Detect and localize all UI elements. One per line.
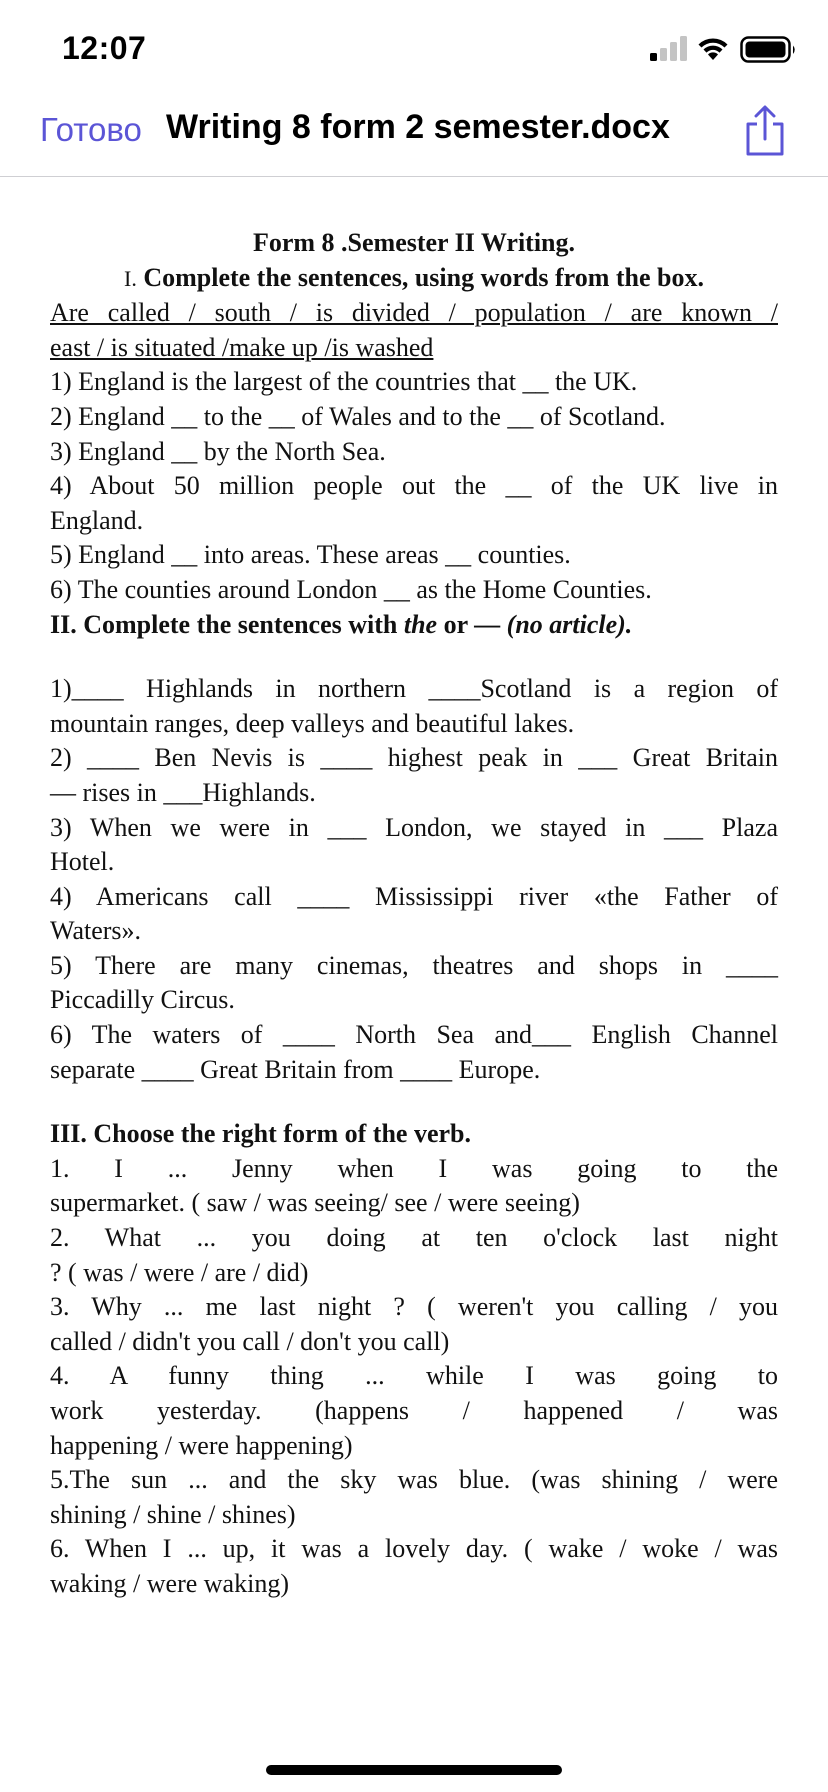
- sentence-line: ? ( was / were / are / did): [50, 1257, 309, 1287]
- sentence-line: 2) England __ to the __ of Wales and to the __ of Scotland.: [50, 401, 666, 431]
- sentence-line: 6) The counties around London __ as the Home Counties.: [50, 574, 652, 604]
- sentence-line: waking / were waking): [50, 1568, 289, 1598]
- section-2-heading-part: II. Complete the sentences with: [50, 609, 404, 639]
- done-button[interactable]: Готово: [40, 111, 142, 148]
- sentence-line: 4) Americans call ____ Mississippi river «the Father of: [50, 881, 778, 911]
- wifi-icon: [695, 34, 731, 62]
- sentence-line: Hotel.: [50, 847, 115, 877]
- sentence-line: 1) England is the largest of the countries that __ the UK.: [50, 367, 638, 397]
- section-1-heading: [50, 261, 778, 297]
- section-1-heading-text: Complete the sentences, using words from the box.: [143, 262, 704, 292]
- sentence-line: called / didn't you call / don't you call): [50, 1326, 450, 1356]
- sentence-line: separate ____ Great Britain from ____ Europe.: [50, 1054, 541, 1084]
- sentence-line: 5) England __ into areas. These areas __ counties.: [50, 540, 571, 570]
- sentence-line: 1)____ Highlands in northern ____Scotland is a region of: [50, 674, 778, 704]
- section-3-heading: III. Choose the right form of the verb.: [50, 1119, 472, 1149]
- sentence-line: work yesterday. (happens / happened / was: [50, 1396, 778, 1425]
- section-1-numeral: I.: [124, 265, 137, 291]
- status-time: 12:07: [62, 30, 147, 66]
- cellular-signal-icon: [650, 36, 690, 62]
- document-title: Writing 8 form 2 semester.docx: [166, 108, 670, 146]
- battery-icon: [740, 36, 798, 64]
- sentence-line: Piccadilly Circus.: [50, 985, 235, 1015]
- sentence-line: 5.The sun ... and the sky was blue. (was shining / were: [50, 1465, 778, 1495]
- home-indicator[interactable]: [266, 1765, 562, 1775]
- sentence-line: happening / were happening): [50, 1430, 353, 1460]
- spacer: [50, 1087, 778, 1117]
- section-2-heading-the: the: [403, 609, 438, 639]
- sentence-line: 3) When we were in ___ London, we stayed in ___ Plaza: [50, 812, 778, 842]
- navigation-bar: [0, 95, 828, 177]
- sentence-line: — rises in ___Highlands.: [50, 777, 316, 807]
- sentence-line: 6) The waters of ____ North Sea and___ English Channel: [50, 1020, 778, 1050]
- section-2-heading-note: (no article).: [506, 609, 633, 639]
- worksheet-title: Form 8 .Semester II Writing.: [252, 228, 576, 257]
- sentence-line: 3. Why ... me last night ? ( weren't you calling / you: [50, 1292, 778, 1322]
- sentence-line: 6. When I ... up, it was a lovely day. ( wake / woke / was: [50, 1534, 778, 1564]
- sentence-line: 2) ____ Ben Nevis is ____ highest peak in ___ Great Britain: [50, 743, 778, 773]
- sentence-line: 3) England __ by the North Sea.: [50, 436, 386, 466]
- section-2-heading-part: or —: [437, 609, 507, 639]
- document-content: [50, 226, 778, 1602]
- word-box-line: east / is situated /make up /is washed: [50, 332, 434, 362]
- sentence-line: 4) About 50 million people out the __ of the UK live in: [50, 471, 778, 501]
- sentence-line: Waters».: [50, 916, 142, 946]
- section-2-heading: [50, 608, 778, 643]
- sentence-line: England.: [50, 505, 144, 535]
- sentence-line: 2. What ... you doing at ten o'clock last night: [50, 1223, 778, 1253]
- sentence-line: shining / shine / shines): [50, 1499, 296, 1529]
- sentence-line: 4. A funny thing ... while I was going to: [50, 1361, 778, 1391]
- word-box-line: Are called / south / is divided / population / are known /: [50, 298, 778, 328]
- status-bar: [0, 0, 828, 95]
- share-icon[interactable]: [743, 105, 787, 157]
- sentence-line: 1. I ... Jenny when I was going to the: [50, 1153, 778, 1183]
- sentence-line: mountain ranges, deep valleys and beautiful lakes.: [50, 708, 575, 738]
- sentence-line: 5) There are many cinemas, theatres and shops in ____: [50, 950, 778, 980]
- sentence-line: supermarket. ( saw / was seeing/ see / were seeing): [50, 1188, 580, 1218]
- spacer: [50, 642, 778, 672]
